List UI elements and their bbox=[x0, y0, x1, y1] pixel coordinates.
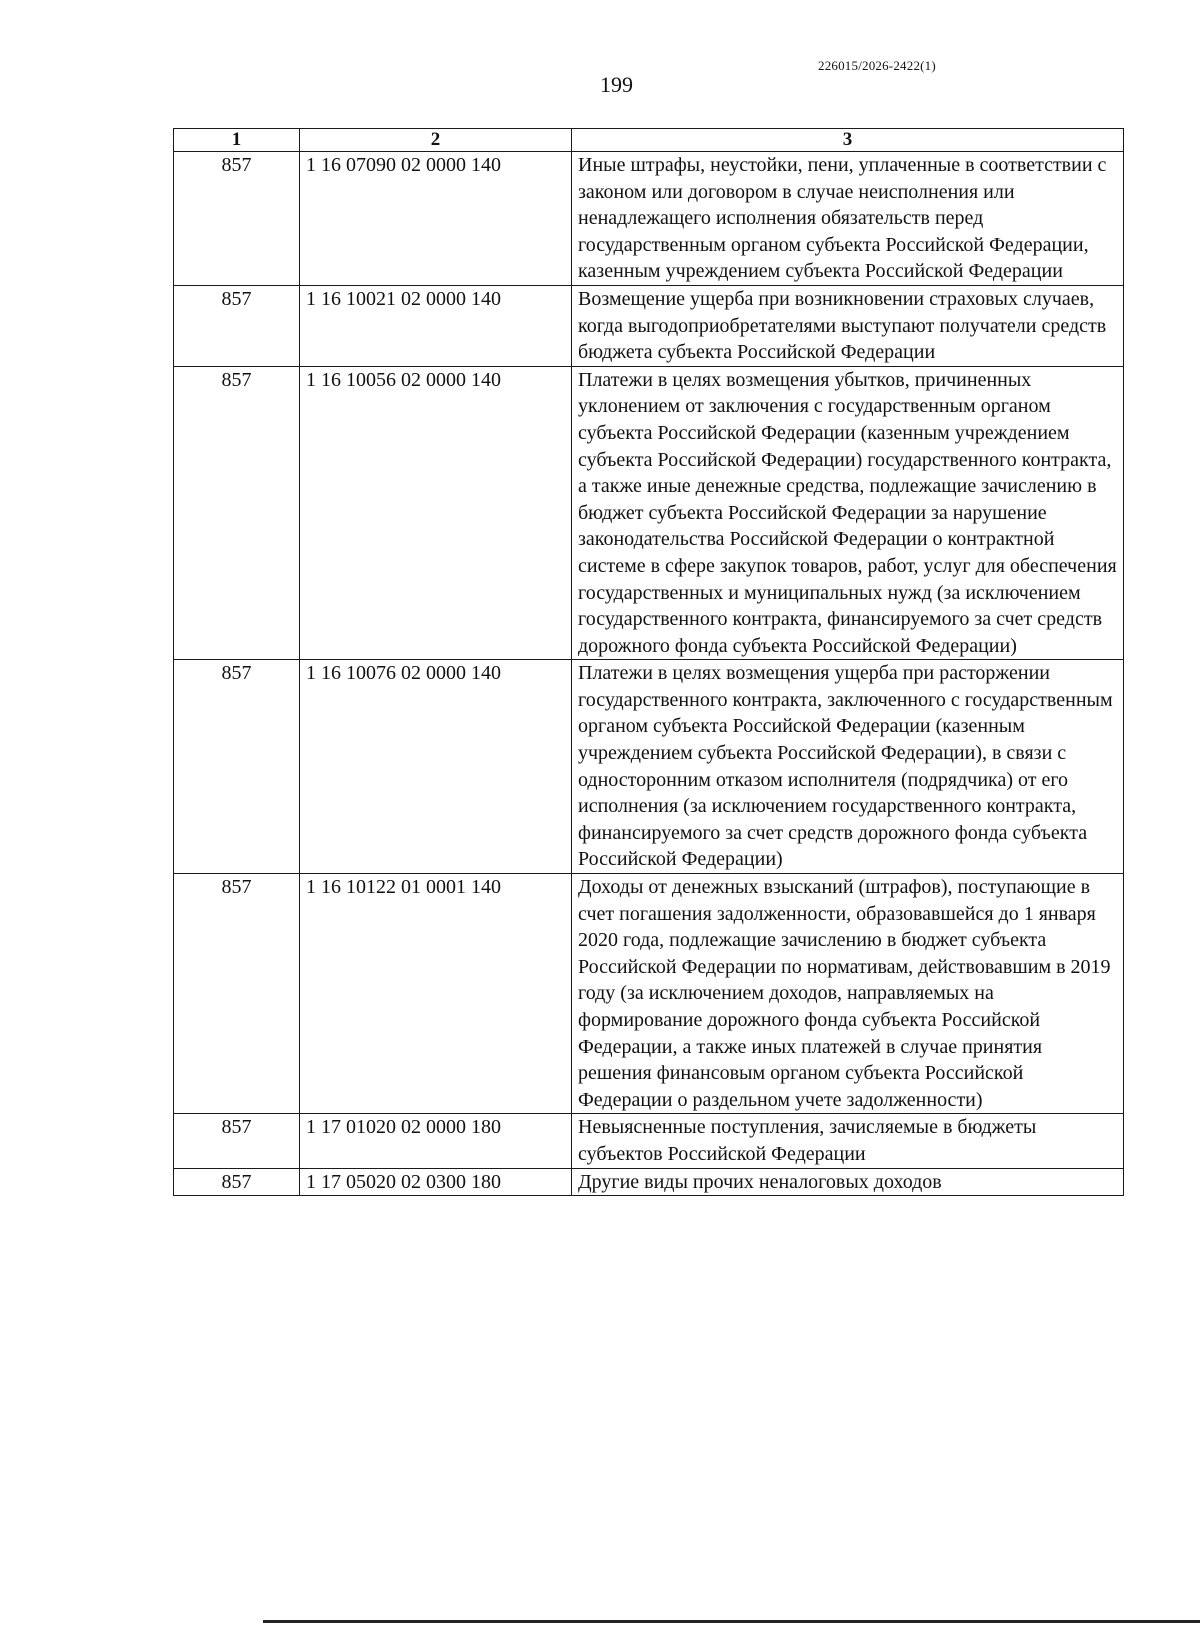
table-row bbox=[174, 1168, 1124, 1196]
column-header-2: 2 bbox=[300, 129, 572, 152]
description-cell: Платежи в целях возмещения убытков, причиненных уклонением от заключения с государственным органом субъекта Российской Федерации (казенным учреждением субъекта Российской Федерации) государственного контракта, а также иные денежные средства, подлежащие зачислению в бюджет субъекта Российской Федерации за нарушение законодательства Российской Федерации о контрактной системе в сфере закупок товаров, работ, услуг для обеспечения государственных и муниципальных нужд (за исключением государственного контракта, финансируемого за счет средств дорожного фонда субъекта Российской Федерации) bbox=[572, 366, 1124, 660]
admin-code-cell: 857 bbox=[174, 874, 300, 1114]
budget-code-cell: 1 16 10076 02 0000 140 bbox=[300, 660, 572, 874]
description-cell: Другие виды прочих неналоговых доходов bbox=[572, 1168, 1124, 1196]
table-row bbox=[174, 152, 1124, 286]
description-cell: Возмещение ущерба при возникновении страховых случаев, когда выгодоприобретателями выступают получатели средств бюджета субъекта Российской Федерации bbox=[572, 285, 1124, 366]
column-header-3: 3 bbox=[572, 129, 1124, 152]
admin-code-cell: 857 bbox=[174, 285, 300, 366]
column-header-1: 1 bbox=[174, 129, 300, 152]
budget-code-cell: 1 16 10122 01 0001 140 bbox=[300, 874, 572, 1114]
admin-code-cell: 857 bbox=[174, 660, 300, 874]
admin-code-cell: 857 bbox=[174, 1114, 300, 1168]
page-bottom-rule bbox=[263, 1620, 1200, 1623]
table-row bbox=[174, 1114, 1124, 1168]
budget-code-cell: 1 16 10021 02 0000 140 bbox=[300, 285, 572, 366]
budget-code-cell: 1 17 05020 02 0300 180 bbox=[300, 1168, 572, 1196]
table-row bbox=[174, 285, 1124, 366]
table-row bbox=[174, 366, 1124, 660]
budget-code-cell: 1 16 10056 02 0000 140 bbox=[300, 366, 572, 660]
table-header-row bbox=[174, 129, 1124, 152]
document-code: 226015/2026-2422(1) bbox=[818, 58, 936, 73]
description-cell: Доходы от денежных взысканий (штрафов), поступающие в счет погашения задолженности, образовавшейся до 1 января 2020 года, подлежащие зачислению в бюджет субъекта Российской Федерации по нормативам, действовавшим в 2019 году (за исключением доходов, направляемых на формирование дорожного фонда субъекта Российской Федерации, а также иных платежей в случае принятия решения финансовым органом субъекта Российской Федерации о раздельном учете задолженности) bbox=[572, 874, 1124, 1114]
page-number: 199 bbox=[600, 72, 633, 97]
budget-revenue-table bbox=[173, 128, 1124, 1196]
admin-code-cell: 857 bbox=[174, 1168, 300, 1196]
description-cell: Иные штрафы, неустойки, пени, уплаченные в соответствии с законом или договором в случае неисполнения или ненадлежащего исполнения обязательств перед государственным органом субъекта Российской Федерации, казенным учреждением субъекта Российской Федерации bbox=[572, 152, 1124, 286]
table-row bbox=[174, 660, 1124, 874]
budget-code-cell: 1 17 01020 02 0000 180 bbox=[300, 1114, 572, 1168]
admin-code-cell: 857 bbox=[174, 152, 300, 286]
admin-code-cell: 857 bbox=[174, 366, 300, 660]
budget-code-cell: 1 16 07090 02 0000 140 bbox=[300, 152, 572, 286]
description-cell: Платежи в целях возмещения ущерба при расторжении государственного контракта, заключенного с государственным органом субъекта Российской Федерации (казенным учреждением субъекта Российской Федерации), в связи с односторонним отказом исполнителя (подрядчика) от его исполнения (за исключением государственного контракта, финансируемого за счет средств дорожного фонда субъекта Российской Федерации) bbox=[572, 660, 1124, 874]
table-row bbox=[174, 874, 1124, 1114]
description-cell: Невыясненные поступления, зачисляемые в бюджеты субъектов Российской Федерации bbox=[572, 1114, 1124, 1168]
